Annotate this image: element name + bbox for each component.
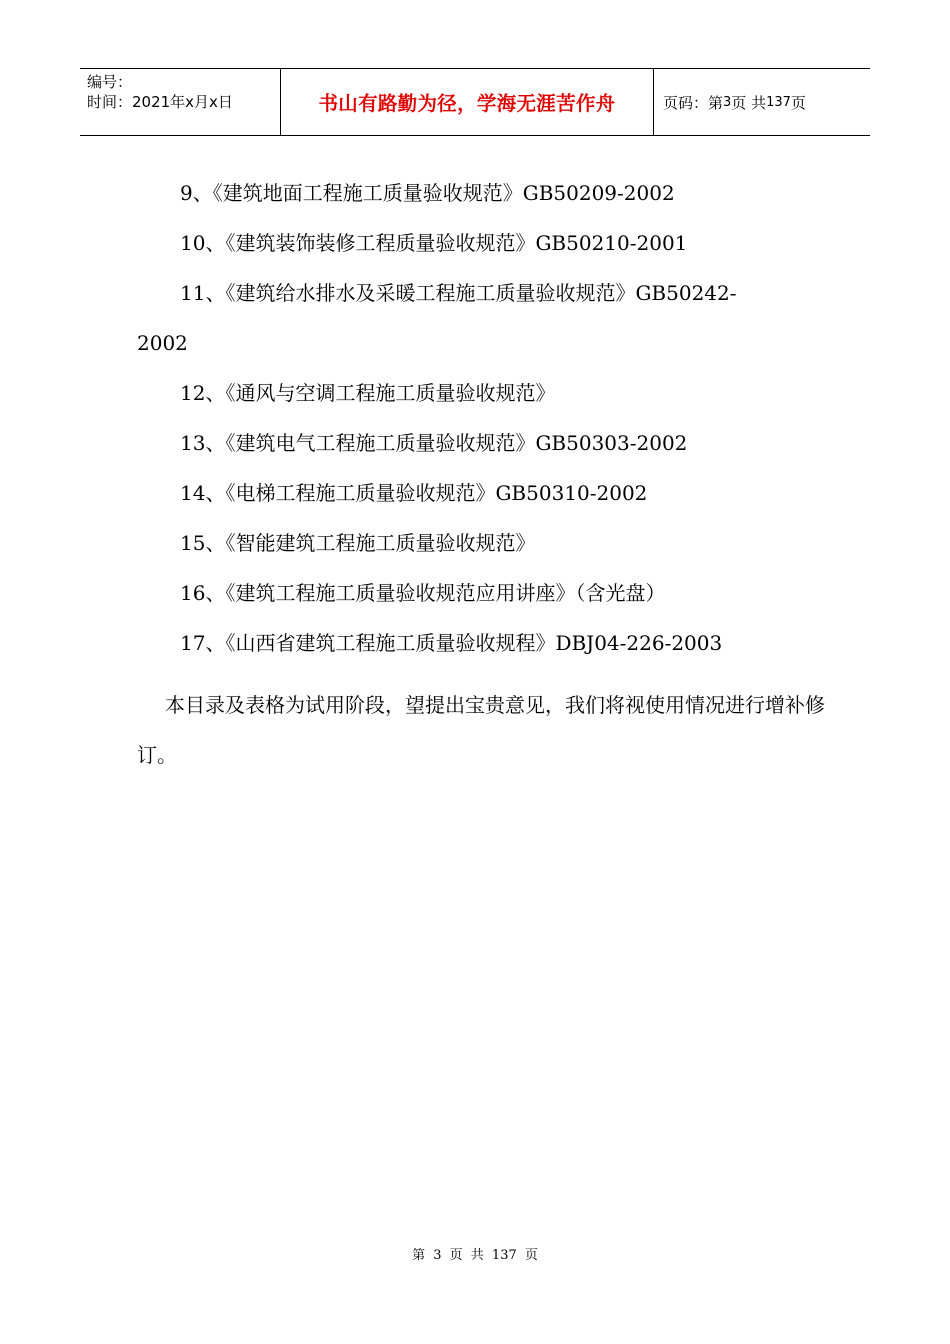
reference-item: 14、《电梯工程施工质量验收规范》GB50310-2002 [180,481,648,505]
document-body [137,168,827,780]
header-motto-cell [281,69,654,135]
page-prefix: 页码：第 [663,93,724,112]
reference-item: 12、《通风与空调工程施工质量验收规范》 [180,381,556,405]
document-time-label: 时间：2021年x月x日 [87,93,233,111]
reference-item: 11、《建筑给水排水及采暖工程施工质量验收规范》GB50242- [180,281,737,305]
document-header [80,68,870,136]
reference-item: 16、《建筑工程施工质量验收规范应用讲座》（含光盘） [180,581,666,605]
document-number-label: 编号： [87,73,133,91]
reference-item: 9、《建筑地面工程施工质量验收规范》GB50209-2002 [180,181,675,205]
closing-note: 本目录及表格为试用阶段，望提出宝贵意见，我们将视使用情况进行增补修订。 [137,693,825,767]
header-motto: 书山有路勤为径，学海无涯苦作舟 [318,92,616,115]
reference-item: 17、《山西省建筑工程施工质量验收规程》DBJ04-226-2003 [180,631,723,655]
header-meta-cell [80,69,281,135]
header-page-cell [654,69,870,135]
reference-item: 13、《建筑电气工程施工质量验收规范》GB50303-2002 [180,431,688,455]
page-mid: 页 共 [731,93,767,112]
reference-item: 15、《智能建筑工程施工质量验收规范》 [180,531,536,555]
page-total: 137 [766,94,791,110]
page-footer: 第 3 页 共 137 页 [412,1248,538,1263]
page-current: 3 [723,94,732,110]
reference-item-continuation: 2002 [137,331,188,355]
page-suffix: 页 [790,93,806,112]
reference-item: 10、《建筑装饰装修工程质量验收规范》GB50210-2001 [180,231,688,255]
